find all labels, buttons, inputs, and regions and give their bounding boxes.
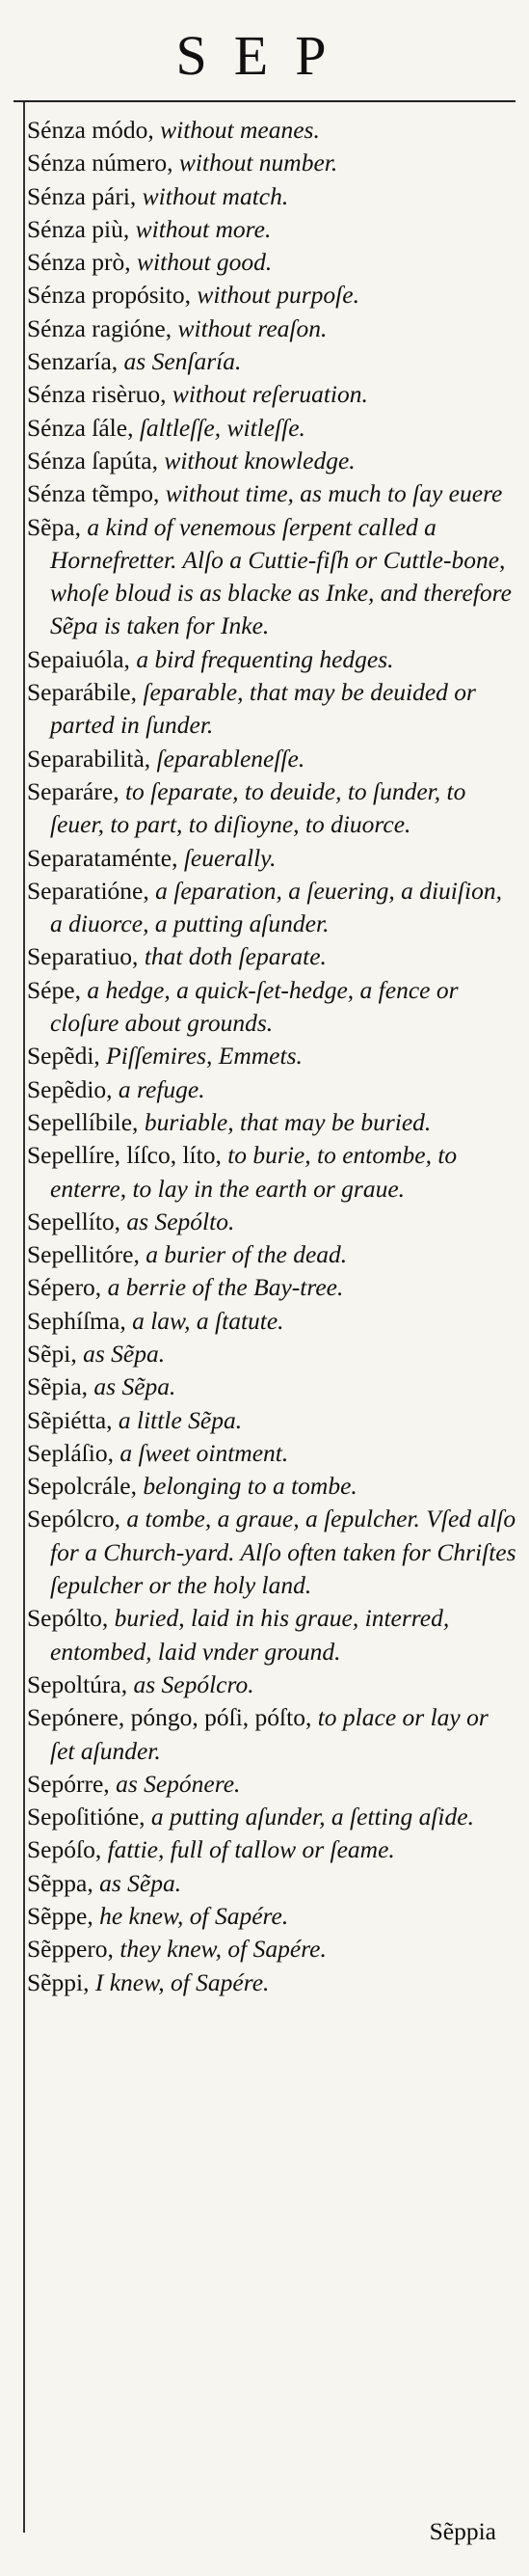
entry-definition: a ſeparation, a ſeuering, a diuiſion, a diuorce, a putting aſunder. [50,876,502,938]
entry-definition: I knew, of Sapére. [94,1967,270,1996]
entry-definition: a law, a ſtatute. [132,1306,284,1335]
entry-headword: Sepólto, [27,1604,109,1633]
entry-headword: Sénza número, [27,149,173,177]
entry-headword: Sepolcrále, [27,1472,137,1501]
entry-headword: Sénza ſále, [27,413,134,442]
entry-headword: Sẽppa, [27,1868,93,1897]
dictionary-entry [27,940,518,973]
entry-headword: Sepónere, póngo, póſi, póſto, [27,1703,312,1732]
entry-list [27,114,518,1999]
entry-definition: without reſeruation. [172,380,368,409]
dictionary-entry [27,213,518,246]
entry-definition: a little Sẽpa. [118,1405,243,1434]
entry-headword: Sẽppe, [27,1902,93,1931]
dictionary-entry [27,1404,518,1437]
dictionary-entry [27,1867,518,1900]
entry-headword: Separáre, [27,776,119,805]
dictionary-entry [27,743,518,775]
entry-headword: Sénza prò, [27,248,131,277]
entry-headword: Sepẽdio, [27,1074,113,1103]
entry-headword: Sepoſitióne, [27,1803,145,1831]
dictionary-entry [27,1305,518,1338]
dictionary-entry [27,1073,518,1106]
entry-headword: Sẽpia, [27,1372,89,1401]
dictionary-entry [27,974,518,1041]
entry-headword: Sepellíre, líſco, líto, [27,1141,222,1170]
dictionary-entry [27,1040,518,1072]
entry-definition: as Sepólto. [126,1207,235,1235]
dictionary-entry [27,875,518,941]
entry-definition: a berrie of the Bay-tree. [107,1273,344,1302]
dictionary-entry [27,1271,518,1304]
dictionary-entry [27,1900,518,1933]
entry-definition: as Sẽpa. [99,1868,182,1897]
entry-definition: they knew, of Sapére. [119,1935,327,1964]
entry-definition: a refuge. [118,1074,205,1103]
dictionary-entry [27,775,518,842]
dictionary-entry [27,477,518,510]
dictionary-entry [27,147,518,179]
entry-headword: Separatióne, [27,876,149,905]
entry-definition: without more. [135,214,272,243]
entry-headword: Sénza più, [27,214,130,243]
entry-headword: Separabilità, [27,744,151,773]
entry-headword: Sepaiuóla, [27,644,130,673]
entry-definition: as Sẽpa. [83,1339,166,1368]
entry-definition: a bird frequenting hedges. [136,644,394,673]
entry-headword: Sepellíto, [27,1207,121,1235]
entry-definition: without purpoſe. [197,281,359,310]
entry-headword: Sepẽdi, [27,1042,100,1071]
dictionary-entry [27,1801,518,1833]
entry-definition: a burier of the dead. [145,1240,348,1269]
dictionary-entry [27,676,518,743]
dictionary-entry [27,345,518,378]
dictionary-entry [27,445,518,477]
entry-headword: Sépe, [27,975,81,1004]
dictionary-entry [27,1933,518,1966]
entry-headword: Sepláſio, [27,1438,114,1467]
entry-headword: Senzaría, [27,347,119,376]
entry-definition: without meanes. [160,116,320,144]
dictionary-entry [27,1966,518,1999]
dictionary-entry [27,279,518,312]
entry-headword: Separábile, [27,678,137,707]
entry-definition: as Sepónere. [116,1769,241,1798]
entry-definition: fattie, full of tallow or ſeame. [107,1835,395,1864]
entry-definition: as Sepólcro. [133,1669,254,1698]
entry-headword: Sẽppi, [27,1967,90,1996]
dictionary-entry [27,1370,518,1403]
entry-definition: as Sẽpa. [93,1372,176,1401]
entry-definition: ſaltleſſe, witleſſe. [139,413,305,442]
entry-definition: a hedge, a quick-ſet-hedge, a fence or cloſure about grounds. [50,975,459,1038]
entry-headword: Separataménte, [27,843,178,872]
dictionary-entry [27,842,518,875]
entry-definition: to ſeparate, to deuide, to ſunder, to ſeuer, to part, to diſioyne, to diuorce. [50,776,466,839]
entry-headword: Sénza pári, [27,181,137,210]
entry-definition: belonging to a tombe. [143,1472,357,1501]
entry-headword: Sépero, [27,1273,102,1302]
entry-definition: that doth ſeparate. [144,942,327,971]
dictionary-entry [27,1106,518,1139]
entry-headword: Sẽpa, [27,512,81,541]
header-rule [13,100,516,102]
catchword: Sẽppia [429,2517,496,2545]
entry-definition: ſeparable, that may be deuided or parted in ſunder. [50,678,476,740]
entry-definition: without good. [137,248,273,277]
entry-headword: Sepólcro, [27,1505,121,1533]
dictionary-entry [27,1206,518,1238]
entry-definition: without time, as much to ſay euere [165,479,503,508]
entry-headword: Sẽpi, [27,1339,77,1368]
entry-definition: a putting aſunder, a ſetting aſide. [150,1803,474,1831]
entry-headword: Sepellitóre, [27,1240,140,1269]
dictionary-entry [27,246,518,279]
entry-headword: Sepóſo, [27,1835,102,1864]
dictionary-entry [27,114,518,147]
entry-definition: he knew, of Sapére. [99,1902,289,1931]
entry-definition: a kind of venemous ſerpent called a Hornefretter. Alſo a Cuttie-fiſh or Cuttle-bone, whoſe bloud is as blacke as Inke, and therefore Sẽpa is taken for Inke. [50,512,512,640]
entry-definition: a ſweet ointment. [119,1438,289,1467]
entry-headword: Sénza ragióne, [27,313,172,342]
dictionary-entry [27,1768,518,1801]
dictionary-entry [27,1503,518,1602]
entry-headword: Separatiuo, [27,942,139,971]
entry-definition: to burie, to entombe, to enterre, to lay in the earth or graue. [50,1141,458,1203]
entry-headword: Sénza tẽmpo, [27,479,160,508]
dictionary-entry [27,511,518,643]
entry-headword: Sepoltúra, [27,1669,128,1698]
dictionary-entry [27,1833,518,1866]
entry-headword: Sẽppero, [27,1935,114,1964]
entry-headword: Sephíſma, [27,1306,126,1335]
dictionary-entry [27,1701,518,1768]
entry-definition: ſeuerally. [183,843,277,872]
dictionary-entry [27,1238,518,1271]
entry-definition: a tombe, a graue, a ſepulcher. Vſed alſo for a Church-yard. Alſo often taken for Chriſtes ſepulcher or the holy land. [50,1505,516,1600]
dictionary-entry [27,1437,518,1470]
entry-definition: buried, laid in his graue, interred, entombed, laid vnder ground. [50,1604,450,1666]
dictionary-entry [27,378,518,411]
entry-definition: as Senſaría. [123,347,242,376]
page-title: SEP [175,24,354,87]
entry-definition: without number. [178,149,338,177]
dictionary-entry [27,180,518,213]
dictionary-entry [27,1139,518,1206]
entry-headword: Sénza propósito, [27,281,191,310]
page-header [0,0,529,102]
entry-definition: ſeparableneſſe. [156,744,305,773]
dictionary-entry [27,1470,518,1503]
entry-headword: Sénza ſapúta, [27,446,158,475]
dictionary-entry [27,1338,518,1370]
dictionary-entry [27,1668,518,1701]
dictionary-entry [27,312,518,345]
entry-definition: Piſſemires, Emmets. [106,1042,303,1071]
entry-headword: Sepórre, [27,1769,110,1798]
entry-definition: without knowledge. [164,446,356,475]
margin-rule [23,102,25,2533]
entry-headword: Sénza módo, [27,116,154,144]
entry-definition: to place or lay or ſet aſunder. [50,1703,489,1765]
entry-definition: without match. [142,181,289,210]
dictionary-entry [27,412,518,445]
entry-headword: Sénza risèruo, [27,380,167,409]
dictionary-entry [27,643,518,676]
dictionary-entry [27,1602,518,1668]
entry-headword: Sẽpiétta, [27,1405,113,1434]
entry-headword: Sepellíbile, [27,1107,139,1136]
entry-definition: without reaſon. [177,313,328,342]
entry-definition: buriable, that may be buried. [144,1107,432,1136]
